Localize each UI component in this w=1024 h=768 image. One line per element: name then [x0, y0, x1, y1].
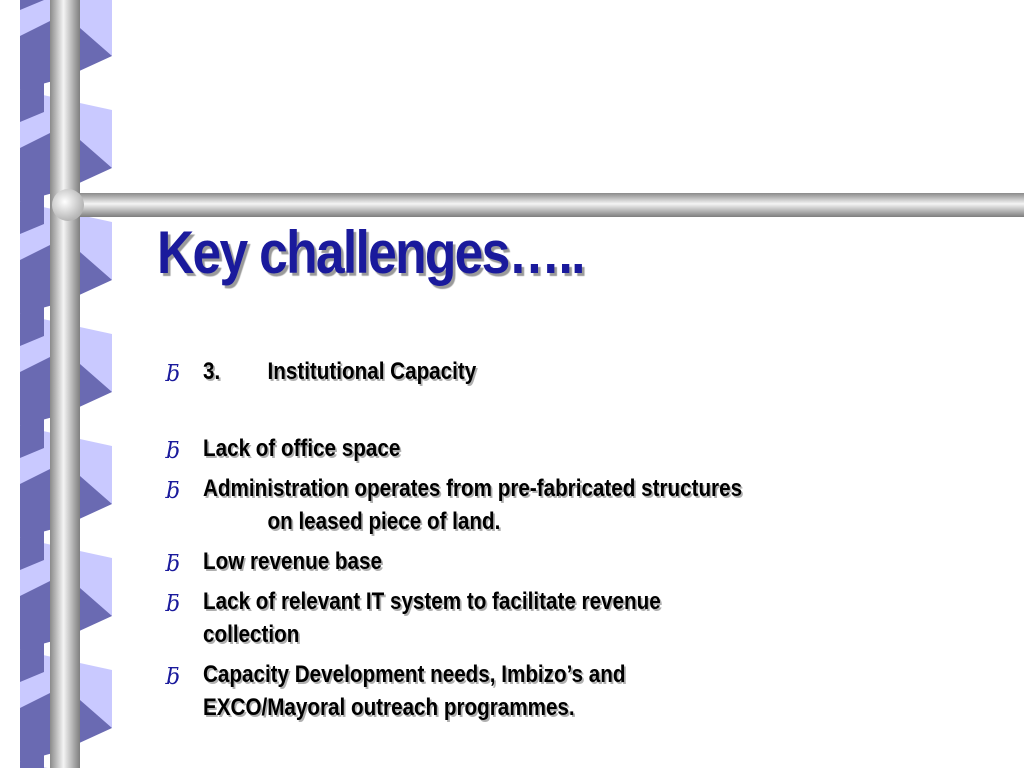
list-item [166, 545, 866, 578]
bullet-icon: ƃ [166, 362, 181, 387]
item-continuation: collection [203, 621, 300, 648]
item-text: Capacity Development needs, Imbizo’s and [203, 661, 626, 688]
vertical-pole [50, 0, 80, 768]
list-item [166, 432, 866, 465]
list-item [166, 355, 866, 388]
horizontal-rule-bar [66, 193, 1024, 217]
item-text: Administration operates from pre-fabricated structures [203, 475, 743, 502]
item-text: Lack of relevant IT system to facilitate revenue [203, 588, 661, 615]
bullet-list [166, 355, 866, 731]
bullet-icon: ƃ [166, 439, 181, 464]
bullet-icon: ƃ [166, 479, 181, 504]
rule-knob [52, 189, 84, 221]
item-continuation: on leased piece of land. [267, 508, 501, 535]
bullet-icon: ƃ [166, 552, 181, 577]
slide-title: Key challenges….. [157, 219, 584, 286]
item-text: Institutional Capacity [267, 358, 477, 385]
list-item [166, 658, 866, 724]
item-number: 3. [203, 358, 221, 385]
bullet-icon: ƃ [166, 665, 181, 690]
bullet-icon: ƃ [166, 592, 181, 617]
item-text: Low revenue base [203, 548, 382, 575]
item-text: Lack of office space [203, 435, 401, 462]
list-item [166, 585, 866, 651]
list-item [166, 472, 866, 538]
item-continuation: EXCO/Mayoral outreach programmes. [203, 694, 575, 721]
